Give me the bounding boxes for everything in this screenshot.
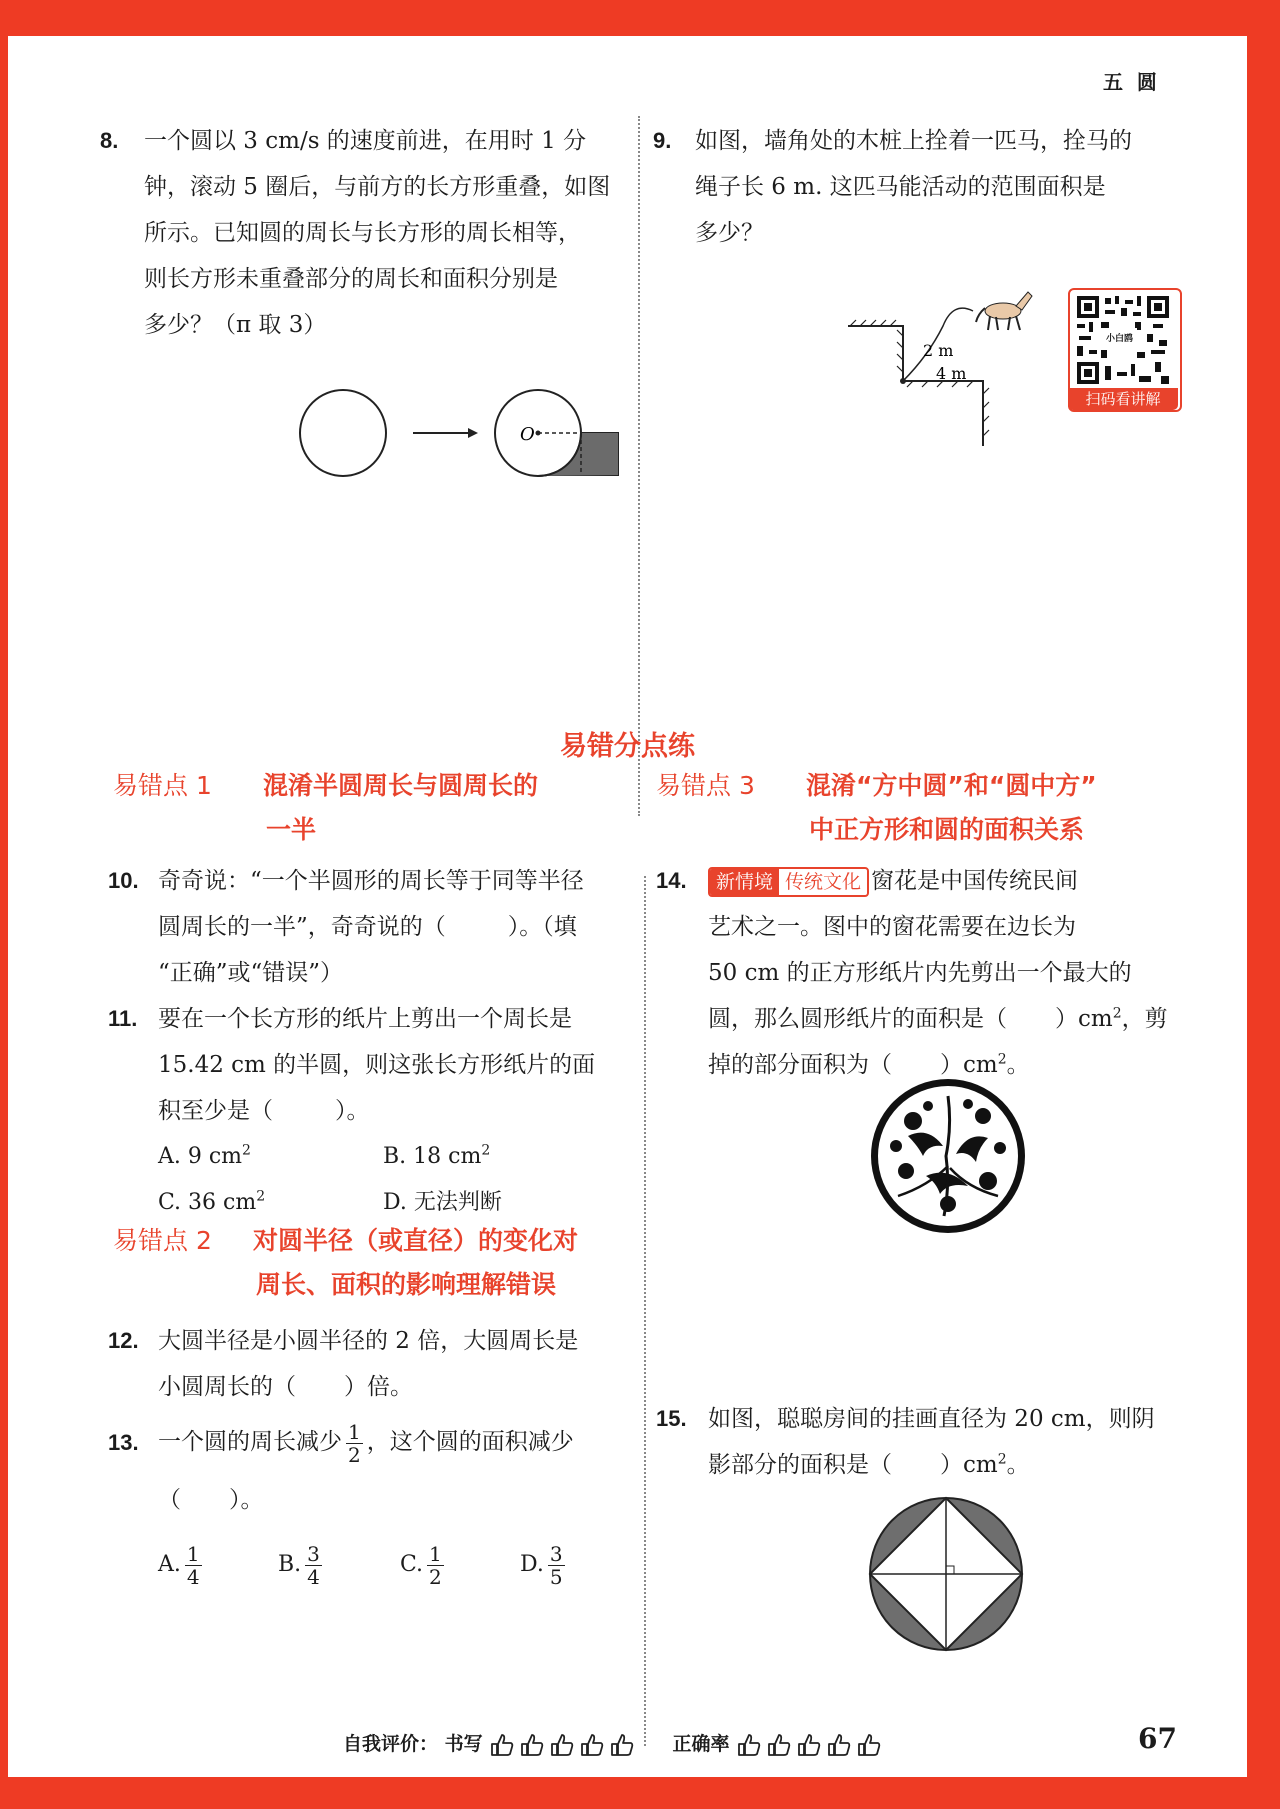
thumbs-up-icon[interactable] <box>579 1732 605 1758</box>
error-tag: 易错点 3 <box>656 771 755 800</box>
window-papercut-image <box>868 1076 1028 1236</box>
qr-center-label: 小白鸥 <box>1106 334 1134 344</box>
q13-line: 一个圆的周长减少 <box>158 1429 342 1455</box>
thumbs-up-icon[interactable] <box>519 1732 545 1758</box>
q10-line: 奇奇说：“一个半圆形的周长等于同等半径 <box>158 868 584 894</box>
option-c: C. <box>400 1552 424 1577</box>
question-9 <box>653 118 1213 256</box>
q11-line: 15.42 cm 的半圆，则这张长方形纸片的面 <box>158 1052 596 1078</box>
q8-line: 所示。已知圆的周长与长方形的周长相等， <box>144 220 581 246</box>
fraction: $\frac{3}{5}$ <box>549 1541 563 1589</box>
page <box>8 36 1247 1777</box>
context-badge: 新情境 传统文化 <box>708 867 869 897</box>
question-number: 15. <box>656 1406 687 1431</box>
q10-line: “正确”或“错误”） <box>158 960 344 986</box>
q10-line: 圆周长的一半”，奇奇说的（ <box>158 914 446 940</box>
q8-figure <box>298 386 638 496</box>
q12-line: 大圆半径是小圆半径的 2 倍，大圆周长是 <box>158 1328 579 1354</box>
self-evaluation-bar <box>343 1729 886 1758</box>
thumbs-up-icon[interactable] <box>856 1732 882 1758</box>
question-14 <box>656 858 1226 1088</box>
q14-line: ，剪 <box>1121 1006 1168 1032</box>
option-d: D. <box>520 1552 544 1577</box>
error-tag: 易错点 1 <box>113 771 212 800</box>
chapter-header: 五 圆 <box>1103 70 1157 94</box>
circle-center-label: O <box>520 424 535 445</box>
q8-line: 多少？（π 取 3） <box>144 312 327 338</box>
error-title: 混淆“方中圆”和“圆中方” <box>806 771 1097 800</box>
q14-line: ）cm <box>940 1052 998 1078</box>
question-number: 14. <box>656 868 687 893</box>
superscript: 2 <box>242 1142 251 1159</box>
q13-line: ，这个圆的面积减少 <box>366 1429 574 1455</box>
q15-figure <box>866 1494 1026 1654</box>
option-b: B. 18 cm <box>383 1144 482 1169</box>
fraction: $\frac{1}{4}$ <box>186 1541 200 1589</box>
q9-line: 多少？ <box>695 220 764 246</box>
superscript: 2 <box>997 1451 1007 1468</box>
page-number: 67 <box>1138 1722 1177 1755</box>
q14-line: 艺术之一。图中的窗花需要在边长为 <box>708 914 1076 940</box>
q12-line: ）倍。 <box>344 1374 413 1400</box>
q9-line: 如图，墙角处的木桩上拴着一匹马，拴马的 <box>695 128 1132 154</box>
thumbs-up-icon[interactable] <box>736 1732 762 1758</box>
thumbs-up-icon[interactable] <box>796 1732 822 1758</box>
fraction: $\frac{3}{4}$ <box>307 1541 320 1589</box>
section-title: 易错分点练 <box>560 731 695 762</box>
fraction: $\frac{1}{2}$ <box>348 1419 361 1467</box>
error-title-cont: 一半 <box>266 815 317 844</box>
label-2m: 2 m <box>923 341 954 360</box>
error-title: 对圆半径（或直径）的变化对 <box>253 1226 579 1255</box>
option-a: A. 9 cm <box>158 1144 243 1169</box>
error-point-1 <box>113 764 538 852</box>
q11-line: 积至少是（ <box>158 1098 273 1124</box>
thumbs-up-icon[interactable] <box>826 1732 852 1758</box>
question-number: 10. <box>108 868 139 893</box>
thumbs-up-icon[interactable] <box>766 1732 792 1758</box>
q14-line: 。 <box>1006 1052 1030 1078</box>
q14-line: 圆，那么圆形纸片的面积是（ <box>708 1006 1007 1032</box>
error-point-2 <box>113 1219 578 1307</box>
q9-line: 绳子长 6 m. 这匹马能活动的范围面积是 <box>695 174 1106 200</box>
superscript: 2 <box>256 1188 266 1205</box>
question-number: 13. <box>108 1430 139 1455</box>
qr-code-block[interactable] <box>1068 288 1182 412</box>
option-b: B. <box>278 1552 302 1577</box>
option-d: D. 无法判断 <box>383 1190 502 1215</box>
qr-caption: 扫码看讲解 <box>1068 388 1178 410</box>
q14-line: 50 cm 的正方形纸片内先剪出一个最大的 <box>708 960 1132 986</box>
option-c: C. 36 cm <box>158 1190 257 1215</box>
self-eval-label: 自我评价： <box>343 1733 439 1755</box>
q13-line: ）。 <box>229 1487 264 1513</box>
question-15 <box>656 1396 1226 1488</box>
question-12 <box>108 1318 638 1410</box>
accuracy-label: 正确率 <box>672 1733 730 1755</box>
q14-line: ）cm <box>1055 1006 1113 1032</box>
error-tag: 易错点 2 <box>113 1226 212 1255</box>
superscript: 2 <box>997 1051 1007 1068</box>
question-number: 8. <box>100 128 119 153</box>
column-divider-lower <box>644 876 646 1746</box>
q13-line: （ <box>158 1487 181 1513</box>
q12-line: 小圆周长的（ <box>158 1374 296 1400</box>
q9-wall-figure <box>838 286 1038 446</box>
writing-label: 书写 <box>444 1733 483 1755</box>
fraction: $\frac{1}{2}$ <box>429 1541 442 1589</box>
question-11 <box>108 996 638 1226</box>
error-title-cont: 周长、面积的影响理解错误 <box>256 1270 557 1299</box>
question-8 <box>100 118 628 348</box>
q15-line: ）cm <box>940 1452 998 1478</box>
question-10 <box>108 858 638 996</box>
thumbs-up-icon[interactable] <box>549 1732 575 1758</box>
q15-line: 影部分的面积是（ <box>708 1452 892 1478</box>
question-number: 11. <box>108 1006 138 1031</box>
error-point-3 <box>656 764 1097 852</box>
column-divider <box>638 116 640 816</box>
q11-line: ）。 <box>335 1098 370 1124</box>
superscript: 2 <box>481 1142 491 1159</box>
q8-line: 则长方形未重叠部分的周长和面积分别是 <box>144 266 558 292</box>
question-13 <box>108 1414 638 1588</box>
q14-line: 掉的部分面积为（ <box>708 1052 892 1078</box>
superscript: 2 <box>1112 1005 1122 1022</box>
question-number: 9. <box>653 128 672 153</box>
error-title-cont: 中正方形和圆的面积关系 <box>809 815 1085 844</box>
error-title: 混淆半圆周长与圆周长的 <box>263 771 539 800</box>
question-number: 12. <box>108 1328 139 1353</box>
q11-line: 要在一个长方形的纸片上剪出一个周长是 <box>158 1006 572 1032</box>
option-a: A. <box>158 1552 181 1577</box>
q15-line: 如图，聪聪房间的挂画直径为 20 cm，则阴 <box>708 1406 1155 1432</box>
thumbs-up-icon[interactable] <box>489 1732 515 1758</box>
q8-line: 钟，滚动 5 圈后，与前方的长方形重叠，如图 <box>144 174 611 200</box>
q14-line: 窗花是中国传统民间 <box>871 868 1079 894</box>
label-4m: 4 m <box>936 364 967 383</box>
q8-line: 一个圆以 3 cm/s 的速度前进，在用时 1 分 <box>144 128 587 154</box>
q10-line: ）。（填 <box>507 914 577 940</box>
thumbs-up-icon[interactable] <box>609 1732 635 1758</box>
q15-line: 。 <box>1006 1452 1030 1478</box>
